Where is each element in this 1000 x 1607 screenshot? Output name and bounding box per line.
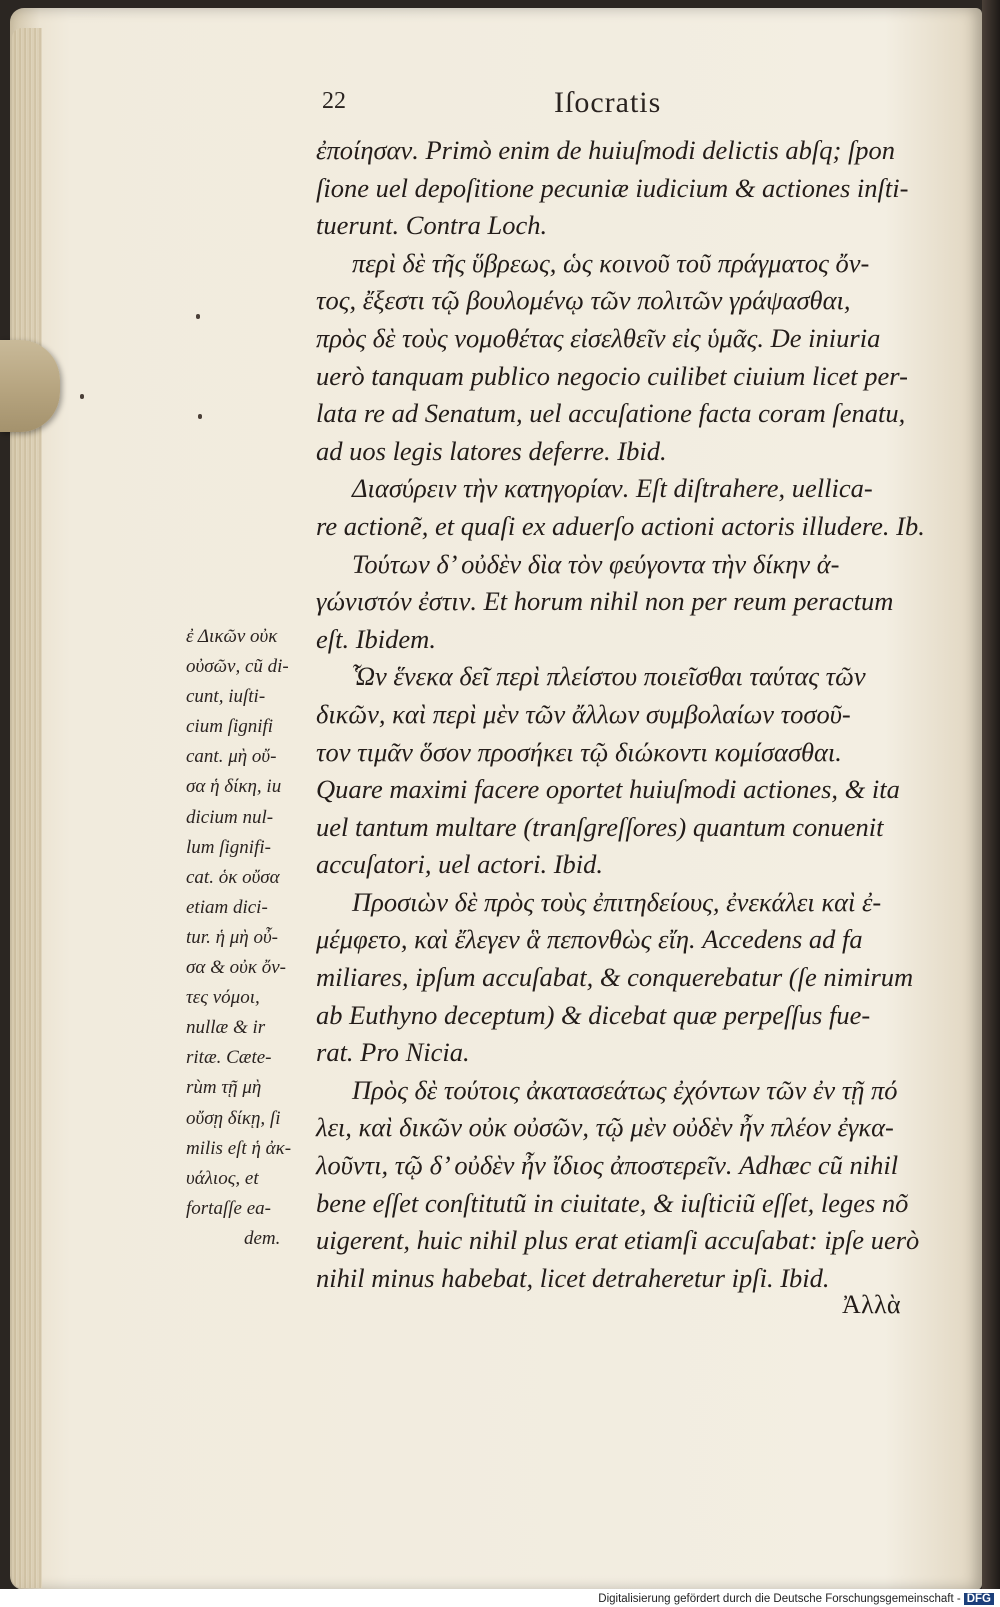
text-line: πρὸς δὲ τοὺς νομοθέτας εἰσελθεῖν εἰς ὑμᾶς. De iniuria: [316, 322, 881, 353]
ink-spot: [198, 414, 202, 419]
margin-note-line: etiam dici-: [186, 896, 268, 918]
text-line: ἐποίησαν. Primò enim de huiuſmodi delictis abſq; ſpon: [316, 135, 896, 165]
marginal-note: [186, 622, 308, 1254]
text-line: Προσιὼν δὲ πρὸς τοὺς ἐπιτηδείους, ἐνεκάλει καὶ ἐ-: [352, 886, 882, 917]
ink-spot: [196, 314, 200, 319]
text-line: τον τιμᾶν ὅσον προσήκει τῷ διώκοντι κομίσασθαι.: [316, 736, 842, 767]
text-line: τος, ἔξεστι τῷ βουλομένῳ τῶν πολιτῶν γράψασθαι,: [316, 285, 851, 316]
text-line: accuſatori, uel actori. Ibid.: [316, 849, 604, 880]
text-line: miliares, ipſum accuſabat, & conquerebatur (ſe nimirum: [316, 962, 914, 993]
margin-note-line: σα ἡ δίκη, iu: [186, 776, 282, 798]
text-line: tuerunt. Contra Loch.: [316, 210, 548, 241]
text-line: lata re ad Senatum, uel accuſatione facta coram ſenatu,: [316, 398, 906, 429]
text-line: re actionẽ, et quaſi ex aduerſo actioni actoris illudere. Ib.: [316, 510, 925, 541]
catchword: Ἀλλὰ: [842, 1290, 901, 1319]
ink-spot: [80, 394, 84, 399]
running-head: [322, 88, 972, 128]
text-line: uel tantum multare (tranſgreſſores) quantum conuenit: [316, 811, 884, 842]
text-line: nihil minus habebat, licet detraheretur ipſi. Ibid.: [316, 1262, 830, 1293]
margin-note-line: nullæ & ir: [186, 1017, 266, 1039]
text-line: ab Euthyno deceptum) & dicebat quæ perpeſſus fue-: [316, 999, 871, 1030]
page-edges: [12, 28, 42, 1588]
text-line: Τούτων δ’ οὐδὲν δὶα τὸν φεύγοντα τὴν δίκην ἀ-: [352, 548, 840, 579]
margin-note-line: lum ſignifi-: [186, 836, 271, 858]
text-line: μέμφετο, καὶ ἔλεγεν ἃ πεπονθὼς εἴη. Accedens ad fa: [316, 924, 863, 955]
margin-note-line: cunt, iuſti-: [186, 686, 266, 708]
text-line: λοῦντι, τῷ δ’ οὐδὲν ἦν ἴδιος ἀποστερεῖν. Adhæc cũ nihil: [316, 1150, 899, 1181]
text-line: ad uos legis latores deferre. Ibid.: [316, 435, 667, 466]
margin-note-line: σα & οὐκ ὄν-: [186, 957, 286, 979]
margin-note-line: cant. μὴ οὔ-: [186, 746, 277, 768]
text-line: Διασύρειν τὴν κατηγορίαν. Eſt diſtrahere, uellica-: [352, 473, 873, 504]
digitization-credit: [598, 1593, 994, 1605]
text-line: uigerent, huic nihil plus erat etiamſi accuſabat: ipſe uerò: [316, 1225, 920, 1256]
text-line: rat. Pro Nicia.: [316, 1037, 470, 1068]
text-line: γώνιστόν ἐστιν. Et horum nihil non per reum peractum: [316, 586, 894, 617]
text-line: λει, καὶ δικῶν οὐκ οὐσῶν, τῷ μὲν οὐδὲν ἦν πλέον ἐγκα-: [316, 1112, 894, 1143]
margin-note-line: ἐ Δικῶν οὐκ: [186, 626, 278, 647]
text-line: ſione uel depoſitione pecuniæ iudicium & actiones inſti-: [316, 172, 909, 203]
margin-note-line: dicium nul-: [186, 806, 274, 828]
text-line: uerò tanquam publico negocio cuilibet ciuium licet per-: [316, 360, 908, 391]
text-line: bene eſſet conſtitutũ in ciuitate, & iuſticiũ eſſet, leges nõ: [316, 1187, 909, 1218]
text-line: Quare maximi facere oportet huiuſmodi actiones, & ita: [316, 774, 900, 805]
text-line: Ὧν ἕνεκα δεῖ περὶ πλείστου ποιεῖσθαι ταύτας τῶν: [352, 661, 866, 692]
running-title: Iſocratis: [554, 86, 662, 119]
margin-note-line: rùm τῇ μὴ: [186, 1077, 262, 1099]
margin-note-line: οὐσῶν, cũ di-: [186, 656, 289, 678]
page-number: 22: [322, 88, 346, 114]
footer-bar: [0, 1589, 1000, 1607]
margin-note-line: milis eſt ἡ ἀκ-: [186, 1137, 292, 1159]
dfg-logo: DFG: [964, 1593, 994, 1605]
margin-note-line: ritæ. Cæte-: [186, 1047, 272, 1069]
text-line: δικῶν, καὶ περὶ μὲν τῶν ἄλλων συμβολαίων τοσοῦ-: [316, 698, 851, 729]
margin-note-line: cium ſignifi: [186, 716, 274, 738]
text-line: eſt. Ibidem.: [316, 623, 436, 654]
margin-note-line: cat. ὁκ οὔσα: [186, 866, 280, 888]
margin-note-line: fortaſſe ea-: [186, 1197, 271, 1219]
margin-note-line: υάλιος, et: [186, 1167, 259, 1189]
margin-note-line: dem.: [244, 1227, 281, 1249]
main-text-block: [316, 132, 940, 1297]
text-line: περὶ δὲ τῆς ὕβρεως, ὡς κοινοῦ τοῦ πράγματος ὄν-: [352, 247, 870, 278]
credit-text: Digitalisierung gefördert durch die Deutsche Forschungsgemeinschaft -: [598, 1593, 961, 1605]
margin-note-line: tur. ἡ μὴ οὖ-: [186, 926, 279, 948]
margin-note-line: τες νόμοι,: [186, 987, 260, 1009]
margin-note-line: οὔσῃ δίκῃ, ſi: [186, 1107, 281, 1129]
gutter-shadow: [982, 0, 1000, 1607]
text-line: Πρὸς δὲ τούτοις ἀκατασεάτως ἐχόντων τῶν ἐν τῇ πό: [352, 1074, 898, 1105]
